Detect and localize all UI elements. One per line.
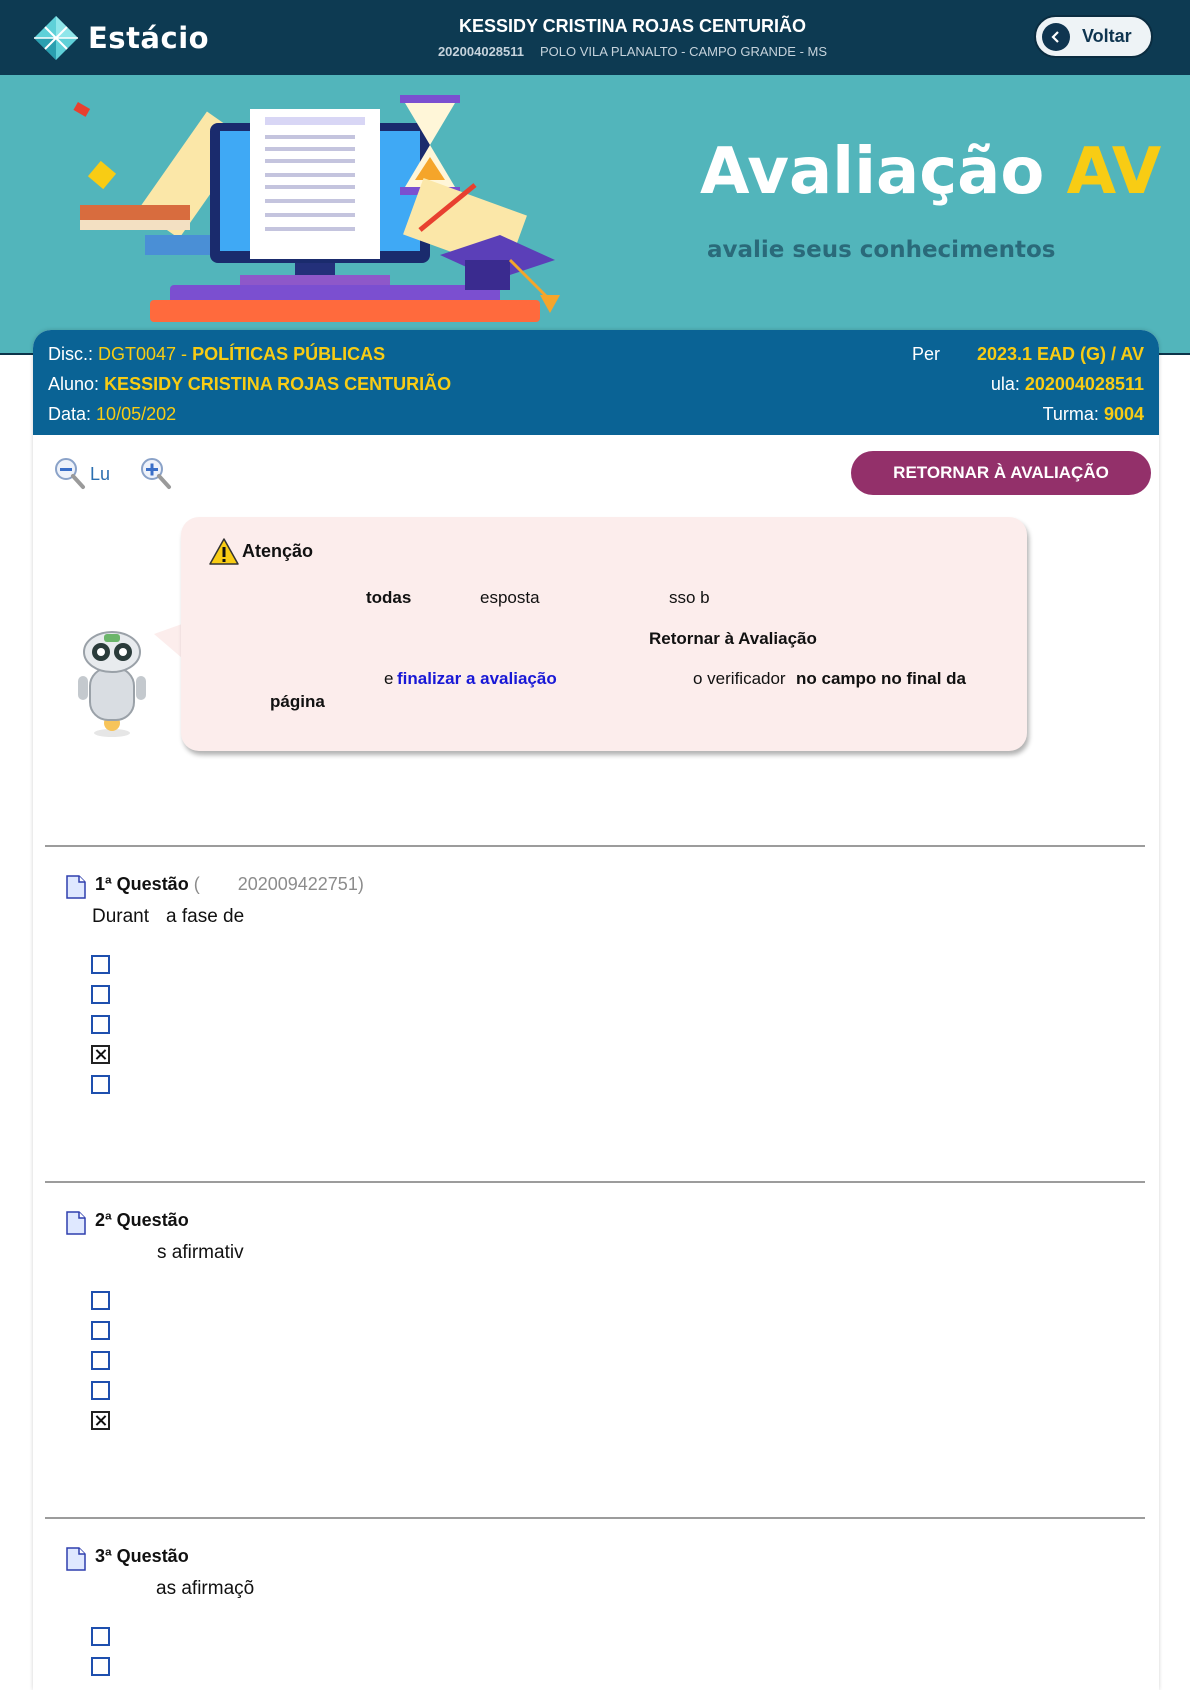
enrollment-row (991, 374, 1144, 395)
question-divider (45, 1517, 1145, 1519)
document-icon (66, 1547, 86, 1571)
question-2-option-checkbox[interactable] (91, 1321, 110, 1340)
discipline-name: POLÍTICAS PÚBLICAS (192, 344, 386, 364)
polo-name: POLO VILA PLANALTO - CAMPO GRANDE - MS (540, 44, 828, 59)
document-icon (66, 1211, 86, 1235)
banner-title-highlight: AV (1066, 135, 1162, 209)
question-2-option-checkbox-checked[interactable] (91, 1411, 110, 1430)
alert-text-2: esposta (480, 588, 540, 607)
class-row (1043, 404, 1144, 425)
banner-subtitle: avalie seus conhecimentos (707, 237, 1056, 263)
student-name: KESSIDY CRISTINA ROJAS CENTURIÃO (458, 16, 807, 36)
date-label: Data: (48, 404, 92, 424)
question-divider (45, 1181, 1145, 1183)
class-value: 9004 (1103, 404, 1144, 424)
back-button[interactable] (1034, 15, 1153, 58)
date-row (48, 404, 176, 425)
alert-text-1: todas (366, 588, 412, 607)
date-value: 10/05/202 (96, 404, 177, 424)
question-1-number: 1ª Questão (95, 874, 189, 894)
zoom-out-control[interactable] (54, 457, 110, 491)
alert-text-4: Retornar à Avaliação (649, 629, 817, 648)
period-label: Per (912, 344, 941, 364)
question-2-text: s afirmativ (157, 1242, 244, 1263)
enrollment-label: ula: (990, 374, 1020, 394)
student-label: Aluno: (48, 374, 100, 394)
computer-study-illustration (70, 95, 630, 335)
question-3-option-checkbox[interactable] (91, 1657, 110, 1676)
student-details (0, 44, 1190, 59)
zoom-out-icon (54, 457, 86, 491)
student-id: 202004028511 (437, 44, 524, 59)
zoom-in-icon (140, 457, 172, 491)
brand-name: Estácio (88, 21, 210, 55)
question-1-option-checkbox-checked[interactable] (91, 1045, 110, 1064)
question-1-option-checkbox[interactable] (91, 1075, 110, 1094)
question-1-text-a: Durant (92, 906, 150, 927)
question-2-title: 2ª Questão (95, 1210, 189, 1230)
document-icon (66, 875, 86, 899)
zoom-level-label: Lu (90, 463, 111, 484)
question-divider (45, 845, 1145, 847)
finish-evaluation-link[interactable]: finalizar a avaliação (397, 669, 557, 688)
question-1-text-b: a fase de (166, 906, 245, 927)
question-3-option-checkbox[interactable] (91, 1627, 110, 1646)
question-1-option-checkbox[interactable] (91, 1015, 110, 1034)
top-bar (0, 0, 1190, 75)
question-3-text: as afirmaçõ (156, 1578, 255, 1599)
question-2-option-checkbox[interactable] (91, 1381, 110, 1400)
discipline-row (48, 344, 385, 365)
question-3-title: 3ª Questão (95, 1546, 189, 1566)
banner-title (700, 135, 1161, 209)
question-1-code-prefix: ( (188, 874, 200, 894)
return-to-evaluation-button[interactable]: RETORNAR À AVALIAÇÃO (851, 451, 1151, 495)
period-value: 2023.1 EAD (G) / AV (976, 344, 1144, 364)
discipline-code: DGT0047 - (98, 344, 188, 364)
question-1-option-checkbox[interactable] (91, 955, 110, 974)
alert-text-3: sso b (669, 588, 710, 607)
class-label: Turma: (1042, 404, 1099, 424)
evaluation-banner (0, 75, 1190, 355)
alert-title: Atenção (242, 541, 314, 561)
alert-text-7: o verificador (693, 669, 786, 688)
enrollment-value: 202004028511 (1024, 374, 1144, 394)
alert-text-8: no campo no final da (796, 669, 967, 688)
question-1-option-checkbox[interactable] (91, 985, 110, 1004)
question-1-title (95, 874, 364, 895)
question-1-code: 202009422751) (237, 874, 364, 894)
alert-pointer (154, 624, 182, 658)
back-button-label: Voltar (1082, 26, 1132, 46)
student-value: KESSIDY CRISTINA ROJAS CENTURIÃO (104, 374, 452, 394)
discipline-label: Disc.: (48, 344, 93, 364)
question-2-option-checkbox[interactable] (91, 1351, 110, 1370)
alert-text-5: e (384, 669, 394, 688)
exam-info-bar (33, 330, 1159, 435)
zoom-in-control[interactable] (140, 457, 172, 491)
student-row (48, 374, 451, 395)
question-2-option-checkbox[interactable] (91, 1291, 110, 1310)
banner-title-main: Avaliação (700, 135, 1045, 209)
chevron-left-icon (1042, 23, 1070, 51)
warning-icon (208, 537, 240, 567)
alert-text-9: página (270, 692, 325, 711)
robot-mascot-icon (72, 628, 152, 738)
